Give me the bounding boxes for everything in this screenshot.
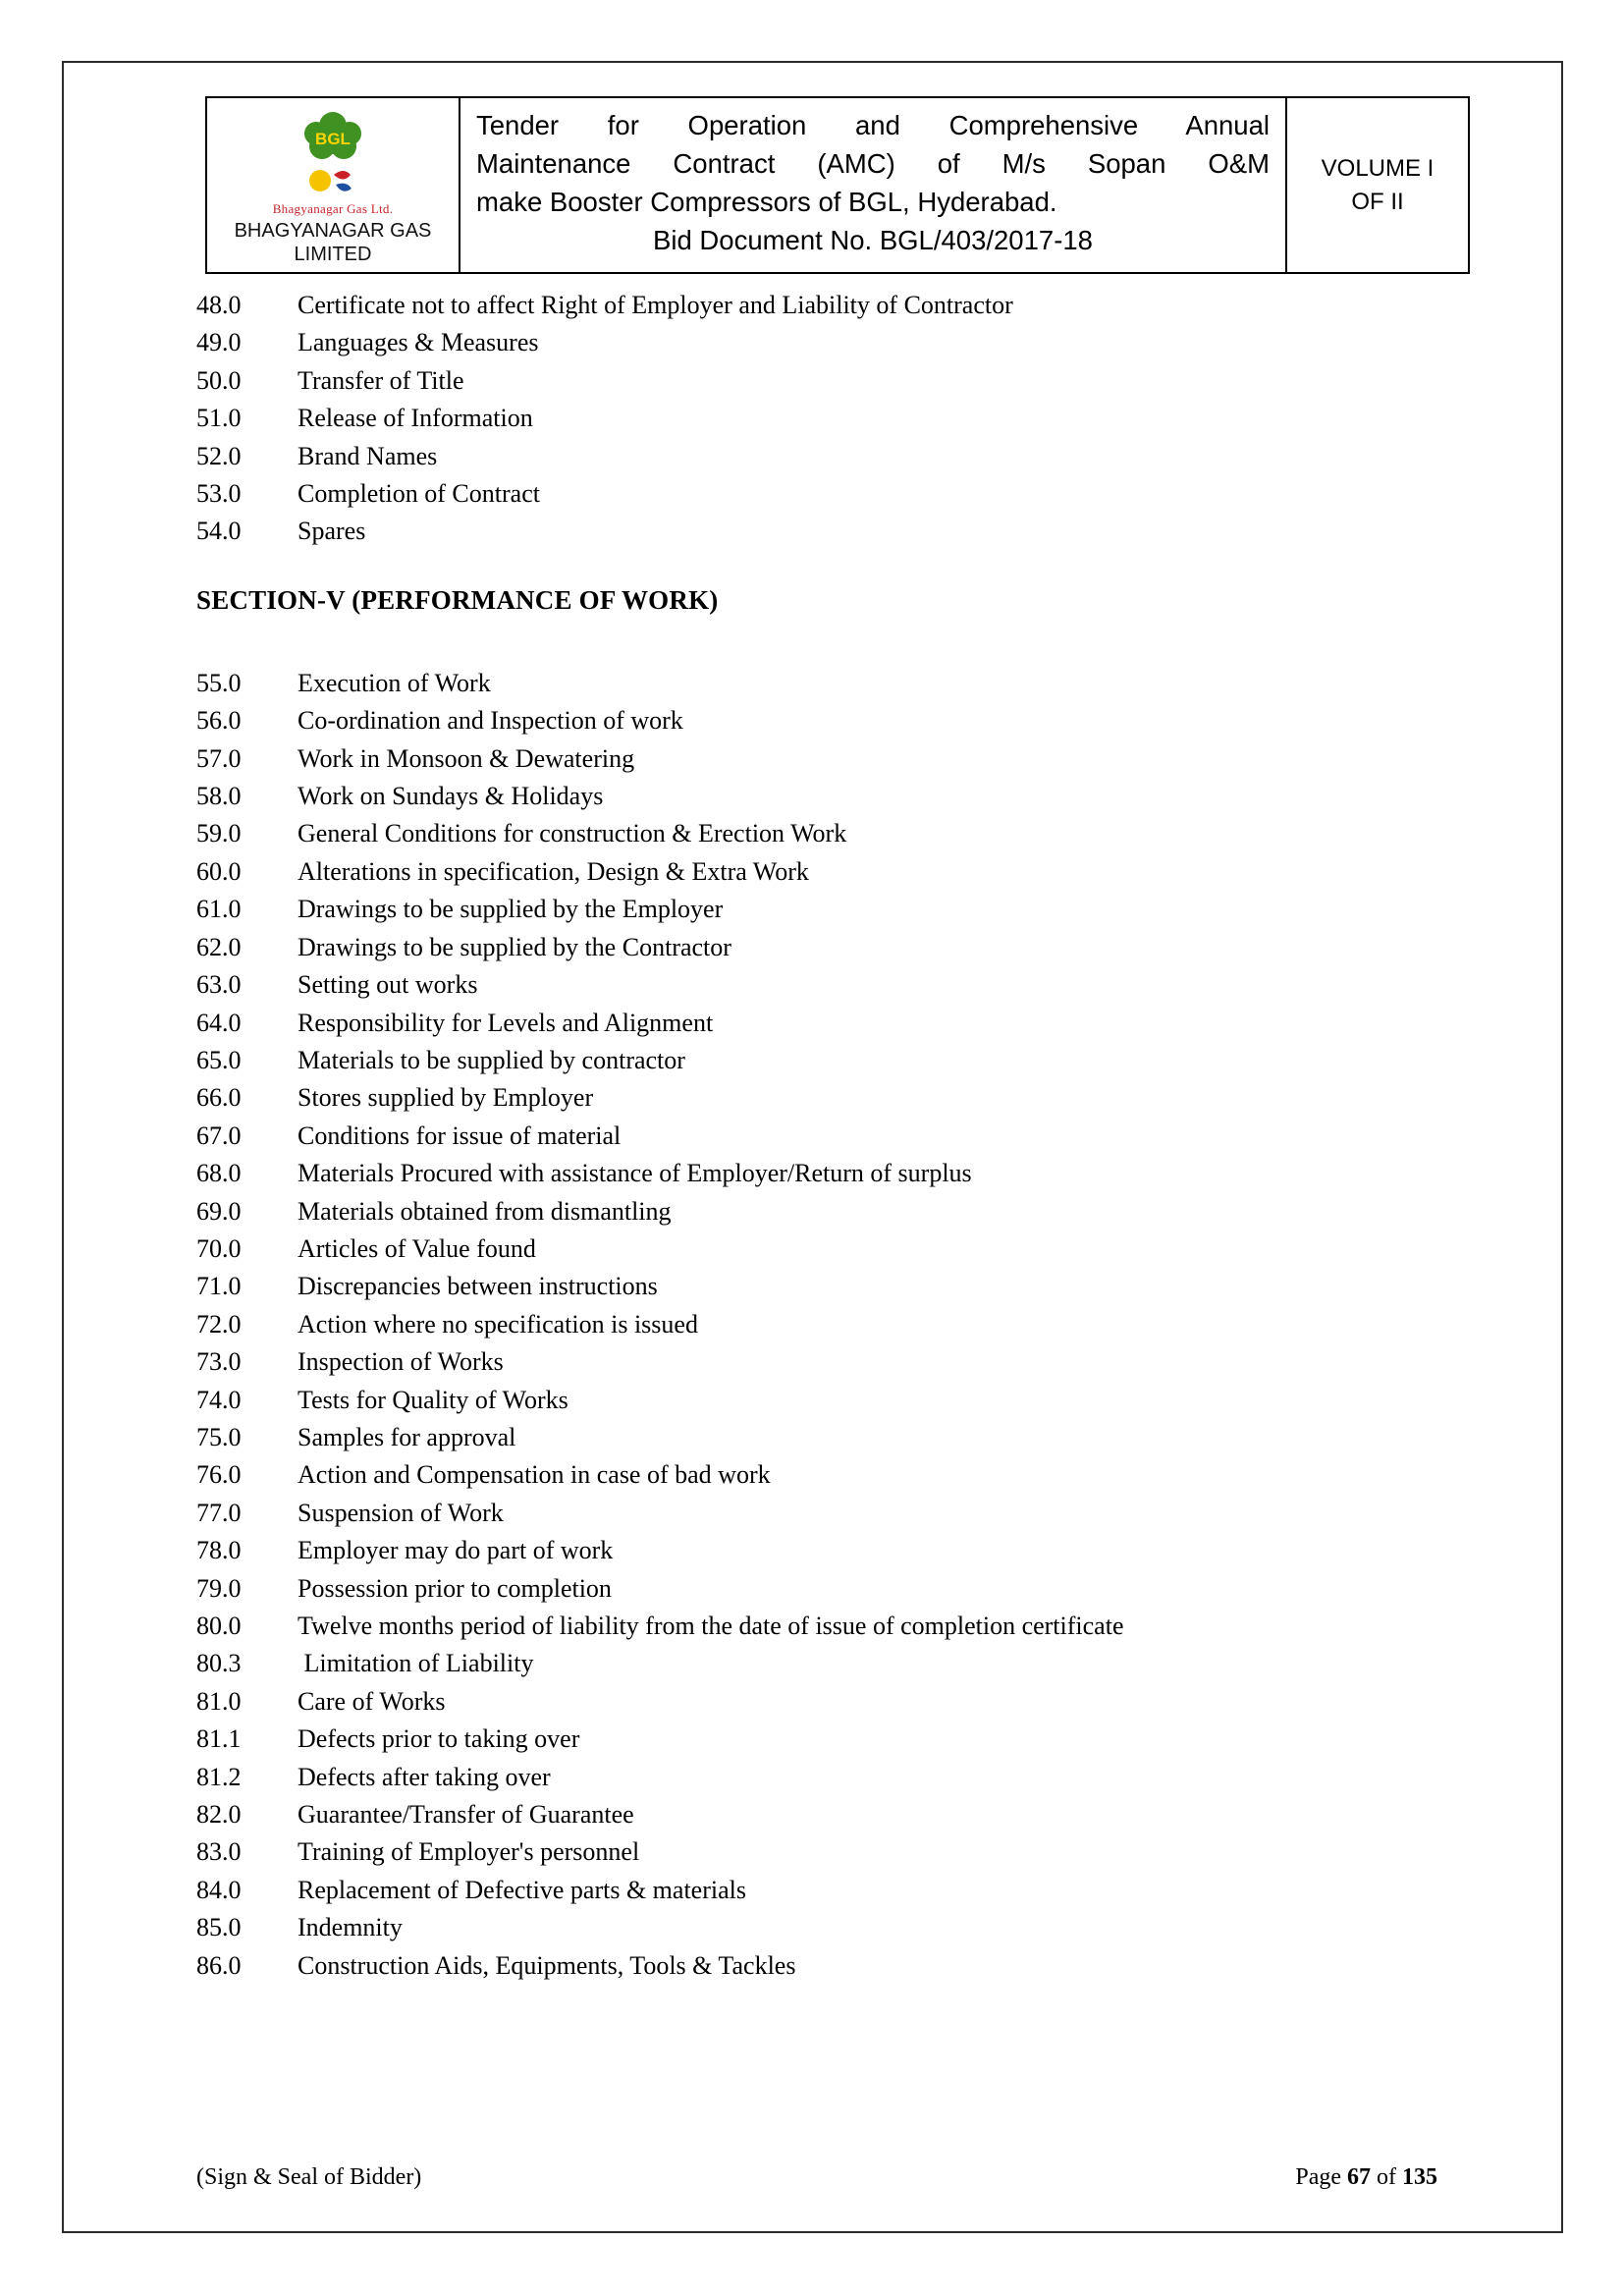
toc-item bbox=[196, 1193, 1445, 1230]
toc-item-number: 80.3 bbox=[196, 1649, 242, 1678]
toc-item bbox=[196, 702, 1445, 739]
toc-item-title: Defects prior to taking over bbox=[298, 1724, 580, 1754]
org-name-line2: LIMITED bbox=[294, 243, 372, 265]
toc-item-title: Languages & Measures bbox=[298, 328, 539, 357]
toc-item-title: Indemnity bbox=[298, 1913, 403, 1942]
toc-item-title: Spares bbox=[298, 517, 366, 546]
toc-item-title: Construction Aids, Equipments, Tools & Tackles bbox=[298, 1950, 796, 1980]
toc-item bbox=[196, 1947, 1445, 1985]
toc-item-number: 72.0 bbox=[196, 1309, 242, 1339]
toc-item-title: Transfer of Title bbox=[298, 365, 464, 395]
toc-item-title: Work in Monsoon & Dewatering bbox=[298, 743, 635, 773]
toc-item-number: 64.0 bbox=[196, 1008, 242, 1037]
toc-item-number: 60.0 bbox=[196, 856, 242, 886]
toc-item-title: Tests for Quality of Works bbox=[298, 1385, 568, 1414]
toc-item-number: 81.1 bbox=[196, 1724, 242, 1754]
toc-item bbox=[196, 740, 1445, 778]
toc-item-title: Suspension of Work bbox=[298, 1498, 504, 1527]
toc-item-title: Replacement of Defective parts & materials bbox=[298, 1875, 746, 1904]
toc-item bbox=[196, 1570, 1445, 1608]
toc-item-title: Completion of Contract bbox=[298, 479, 540, 509]
toc-item-number: 79.0 bbox=[196, 1573, 242, 1603]
toc-item bbox=[196, 513, 1445, 550]
toc-item-number: 63.0 bbox=[196, 970, 242, 1000]
toc-item bbox=[196, 1645, 1445, 1682]
toc-item-title: Possession prior to completion bbox=[298, 1573, 612, 1603]
toc-item-title: Execution of Work bbox=[298, 668, 491, 697]
toc-item-number: 51.0 bbox=[196, 404, 242, 433]
logo-sun-icon bbox=[309, 170, 331, 191]
toc-item-title: Co-ordination and Inspection of work bbox=[298, 706, 683, 736]
toc-item bbox=[196, 1532, 1445, 1569]
page-footer bbox=[196, 2164, 1437, 2191]
toc-item-title: Brand Names bbox=[298, 441, 438, 470]
toc-item-title: Samples for approval bbox=[298, 1422, 516, 1451]
toc-item-title: Work on Sundays & Holidays bbox=[298, 782, 604, 811]
toc-item-number: 86.0 bbox=[196, 1950, 242, 1980]
toc-item-title: Twelve months period of liability from the date of issue of completion certificate bbox=[298, 1612, 1124, 1640]
toc-item bbox=[196, 1683, 1445, 1721]
volume-line1: VOLUME I bbox=[1321, 155, 1435, 182]
toc-list-part1 bbox=[196, 287, 1445, 551]
logo-cell bbox=[207, 98, 460, 272]
toc-item bbox=[196, 853, 1445, 891]
toc-list-part2 bbox=[196, 665, 1445, 1985]
tender-title-line1: Tender for Operation and Comprehensive Annual bbox=[476, 110, 1270, 140]
section-heading: SECTION-V (PERFORMANCE OF WORK) bbox=[196, 584, 719, 615]
toc-item-number: 49.0 bbox=[196, 328, 242, 357]
toc-item-title: Discrepancies between instructions bbox=[298, 1272, 658, 1301]
toc-item bbox=[196, 1155, 1445, 1192]
toc-item-title: Release of Information bbox=[298, 404, 533, 433]
toc-item bbox=[196, 1495, 1445, 1532]
toc-item-title: General Conditions for construction & Erection Work bbox=[298, 819, 847, 848]
toc-item-number: 66.0 bbox=[196, 1083, 242, 1113]
toc-item-title: Responsibility for Levels and Alignment bbox=[298, 1008, 714, 1037]
tender-title-line3: make Booster Compressors of BGL, Hyderabad. bbox=[476, 187, 1057, 218]
toc-item-number: 59.0 bbox=[196, 819, 242, 848]
toc-item-number: 73.0 bbox=[196, 1347, 242, 1377]
toc-item-number: 61.0 bbox=[196, 895, 242, 924]
toc-item bbox=[196, 665, 1445, 702]
toc-item-title: Materials obtained from dismantling bbox=[298, 1196, 672, 1226]
toc-item bbox=[196, 475, 1445, 513]
toc-item-title: Training of Employer's personnel bbox=[298, 1837, 640, 1867]
toc-item-title: Drawings to be supplied by the Employer bbox=[298, 895, 724, 924]
table-of-contents bbox=[196, 287, 1445, 1985]
toc-item bbox=[196, 1456, 1445, 1494]
toc-item-number: 52.0 bbox=[196, 441, 242, 470]
org-name-line1: BHAGYANAGAR GAS bbox=[234, 220, 432, 242]
toc-item bbox=[196, 966, 1445, 1004]
toc-item-number: 82.0 bbox=[196, 1800, 242, 1830]
toc-item-title: Action and Compensation in case of bad work bbox=[298, 1460, 771, 1490]
toc-item-number: 55.0 bbox=[196, 668, 242, 697]
toc-item-number: 67.0 bbox=[196, 1121, 242, 1150]
toc-item bbox=[196, 1005, 1445, 1042]
toc-item bbox=[196, 324, 1445, 361]
toc-item-number: 48.0 bbox=[196, 291, 242, 319]
toc-item-number: 74.0 bbox=[196, 1385, 242, 1414]
toc-item-number: 65.0 bbox=[196, 1045, 242, 1074]
toc-item bbox=[196, 929, 1445, 966]
toc-item-title: Stores supplied by Employer bbox=[298, 1083, 594, 1113]
toc-item-number: 85.0 bbox=[196, 1913, 242, 1942]
of-word: of bbox=[1371, 2164, 1402, 2190]
toc-item bbox=[196, 815, 1445, 852]
toc-item-number: 50.0 bbox=[196, 365, 242, 395]
toc-item-number: 70.0 bbox=[196, 1233, 242, 1263]
toc-item-number: 81.2 bbox=[196, 1762, 242, 1791]
bid-document-number: Bid Document No. BGL/403/2017-18 bbox=[653, 225, 1093, 256]
toc-item bbox=[196, 1759, 1445, 1796]
toc-item bbox=[196, 1796, 1445, 1833]
toc-item-number: 54.0 bbox=[196, 517, 242, 546]
toc-item-number: 57.0 bbox=[196, 743, 242, 773]
toc-item bbox=[196, 1608, 1445, 1645]
toc-item-number: 62.0 bbox=[196, 932, 242, 961]
toc-item-number: 68.0 bbox=[196, 1159, 242, 1188]
toc-item bbox=[196, 891, 1445, 928]
page-current: 67 bbox=[1347, 2164, 1371, 2190]
toc-item bbox=[196, 438, 1445, 475]
document-header bbox=[205, 96, 1470, 274]
bgl-logo-icon bbox=[276, 106, 390, 200]
logo-red-petal-icon bbox=[334, 171, 351, 180]
toc-item bbox=[196, 1306, 1445, 1343]
toc-item-number: 83.0 bbox=[196, 1837, 242, 1867]
toc-item bbox=[196, 1230, 1445, 1268]
tender-title-cell bbox=[460, 98, 1287, 272]
toc-item-number: 80.0 bbox=[196, 1612, 242, 1640]
toc-item-title: Limitation of Liability bbox=[298, 1649, 534, 1678]
toc-item-title: Care of Works bbox=[298, 1686, 446, 1716]
page-number bbox=[1295, 2164, 1437, 2191]
toc-item-number: 84.0 bbox=[196, 1875, 242, 1904]
sign-seal-note: (Sign & Seal of Bidder) bbox=[196, 2164, 422, 2190]
logo-blue-petal-icon bbox=[336, 184, 352, 191]
toc-item bbox=[196, 1833, 1445, 1871]
toc-item bbox=[196, 1909, 1445, 1946]
tender-title-line2: Maintenance Contract (AMC) of M/s Sopan O&M bbox=[476, 148, 1270, 180]
toc-item-title: Materials Procured with assistance of Employer/Return of surplus bbox=[298, 1159, 972, 1188]
org-name bbox=[235, 220, 432, 266]
toc-item bbox=[196, 400, 1445, 437]
toc-item bbox=[196, 362, 1445, 400]
toc-item-title: Employer may do part of work bbox=[298, 1536, 614, 1565]
toc-item-title: Conditions for issue of material bbox=[298, 1121, 622, 1150]
toc-item-title: Defects after taking over bbox=[298, 1762, 551, 1791]
toc-item-title: Guarantee/Transfer of Guarantee bbox=[298, 1800, 634, 1830]
toc-item bbox=[196, 287, 1445, 324]
toc-item bbox=[196, 1872, 1445, 1909]
toc-item-title: Materials to be supplied by contractor bbox=[298, 1045, 685, 1074]
toc-item-number: 56.0 bbox=[196, 706, 242, 736]
toc-item-title: Action where no specification is issued bbox=[298, 1309, 698, 1339]
toc-item bbox=[196, 1042, 1445, 1079]
toc-item bbox=[196, 1419, 1445, 1456]
toc-item-number: 77.0 bbox=[196, 1498, 242, 1527]
toc-item-number: 75.0 bbox=[196, 1422, 242, 1451]
volume-line2: OF II bbox=[1351, 188, 1404, 215]
toc-item-title: Setting out works bbox=[298, 970, 478, 1000]
toc-item-number: 78.0 bbox=[196, 1536, 242, 1565]
toc-item bbox=[196, 778, 1445, 815]
toc-item-number: 69.0 bbox=[196, 1196, 242, 1226]
toc-item bbox=[196, 1118, 1445, 1155]
toc-item-title: Alterations in specification, Design & Extra Work bbox=[298, 856, 809, 886]
volume-cell bbox=[1287, 98, 1468, 272]
toc-item-title: Certificate not to affect Right of Employer and Liability of Contractor bbox=[298, 291, 1013, 319]
logo-caption: Bhagyanagar Gas Ltd. bbox=[272, 201, 394, 216]
logo-monogram: BGL bbox=[315, 130, 351, 148]
toc-item-title: Articles of Value found bbox=[298, 1233, 536, 1263]
toc-item bbox=[196, 1343, 1445, 1381]
toc-item-number: 53.0 bbox=[196, 479, 242, 509]
toc-item bbox=[196, 1382, 1445, 1419]
toc-item-number: 81.0 bbox=[196, 1686, 242, 1716]
toc-item-number: 58.0 bbox=[196, 782, 242, 811]
toc-item-title: Inspection of Works bbox=[298, 1347, 504, 1377]
toc-item bbox=[196, 1268, 1445, 1305]
page-total: 135 bbox=[1402, 2164, 1437, 2190]
page-word: Page bbox=[1295, 2164, 1347, 2190]
toc-item bbox=[196, 1721, 1445, 1758]
toc-item bbox=[196, 1079, 1445, 1117]
toc-item-title: Drawings to be supplied by the Contractor bbox=[298, 932, 731, 961]
toc-item-number: 71.0 bbox=[196, 1272, 242, 1301]
toc-item-number: 76.0 bbox=[196, 1460, 242, 1490]
